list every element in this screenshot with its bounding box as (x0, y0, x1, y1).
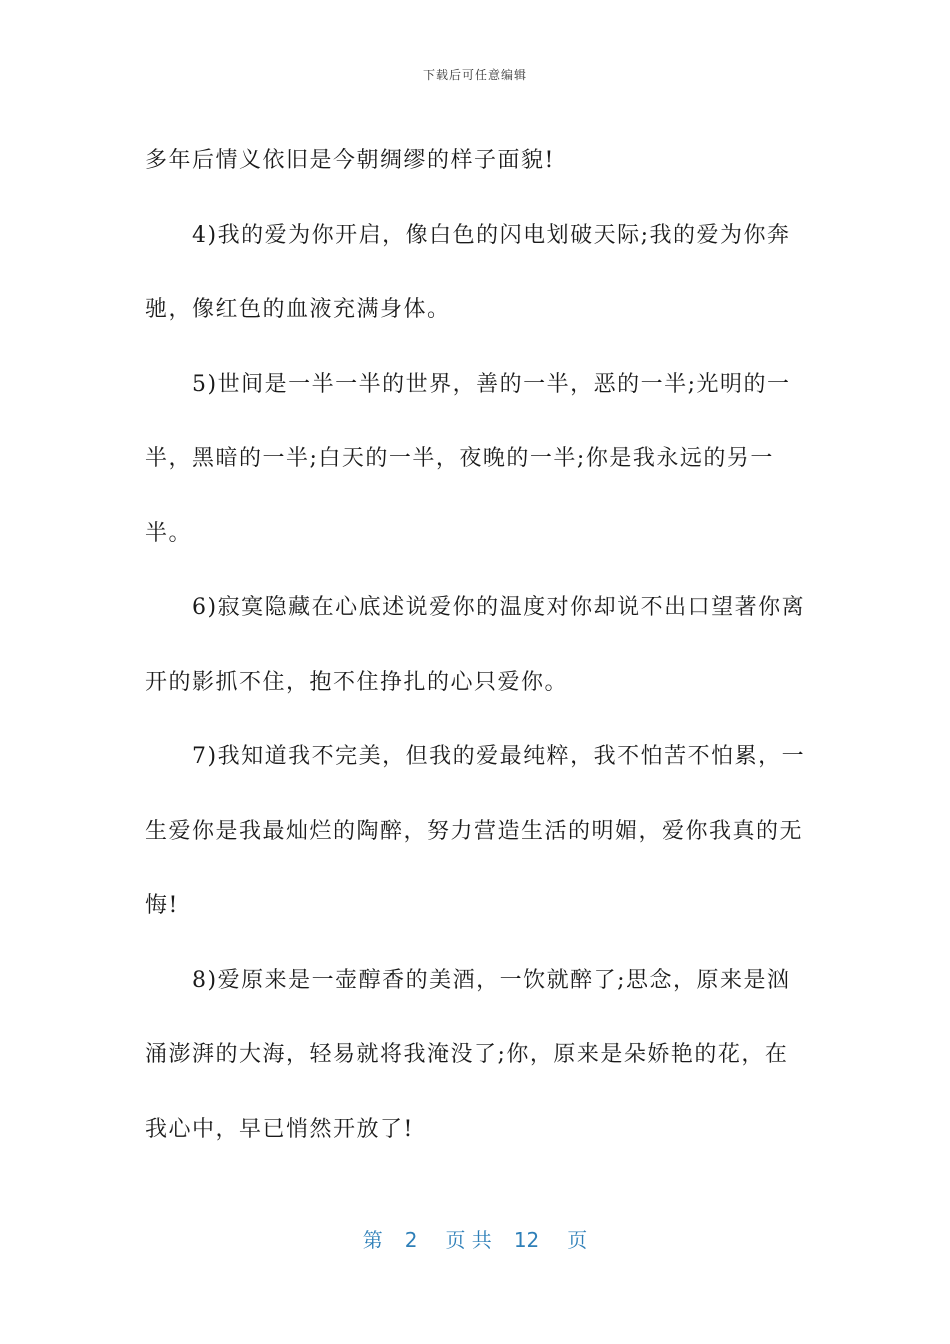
paragraph-5: 5)世间是一半一半的世界，善的一半，恶的一半;光明的一半，黑暗的一半;白天的一半，夜晚的一半;你是我永远的另一半。 (145, 371, 791, 546)
paragraph-8: 8)爱原来是一壶醇香的美酒，一饮就醉了;思念，原来是汹涌澎湃的大海，轻易就将我淹没了;你，原来是朵娇艳的花，在我心中，早已悄然开放了! (145, 967, 791, 1142)
paragraph-6: 6)寂寞隐藏在心底述说爱你的温度对你却说不出口望著你离开的影抓不住，抱不住挣扎的心只爱你。 (145, 595, 806, 695)
document-body (145, 124, 807, 1167)
footer-suffix: 页 (567, 1228, 588, 1252)
paragraph-continued: 多年后情义依旧是今朝绸缪的样子面貌! (145, 148, 555, 173)
footer-middle: 页 共 (445, 1228, 492, 1252)
page-header: 下载后可任意编辑 (422, 68, 527, 82)
footer-total-pages: 12 (513, 1228, 540, 1252)
page-footer (0, 1224, 950, 1253)
footer-prefix: 第 (362, 1228, 383, 1252)
footer-current-page: 2 (404, 1228, 418, 1252)
paragraph-4: 4)我的爱为你开启，像白色的闪电划破天际;我的爱为你奔驰，像红色的血液充满身体。 (145, 222, 791, 322)
paragraph-7: 7)我知道我不完美，但我的爱最纯粹，我不怕苦不怕累，一生爱你是我最灿烂的陶醉，努力营造生活的明媚，爱你我真的无悔! (145, 744, 806, 918)
